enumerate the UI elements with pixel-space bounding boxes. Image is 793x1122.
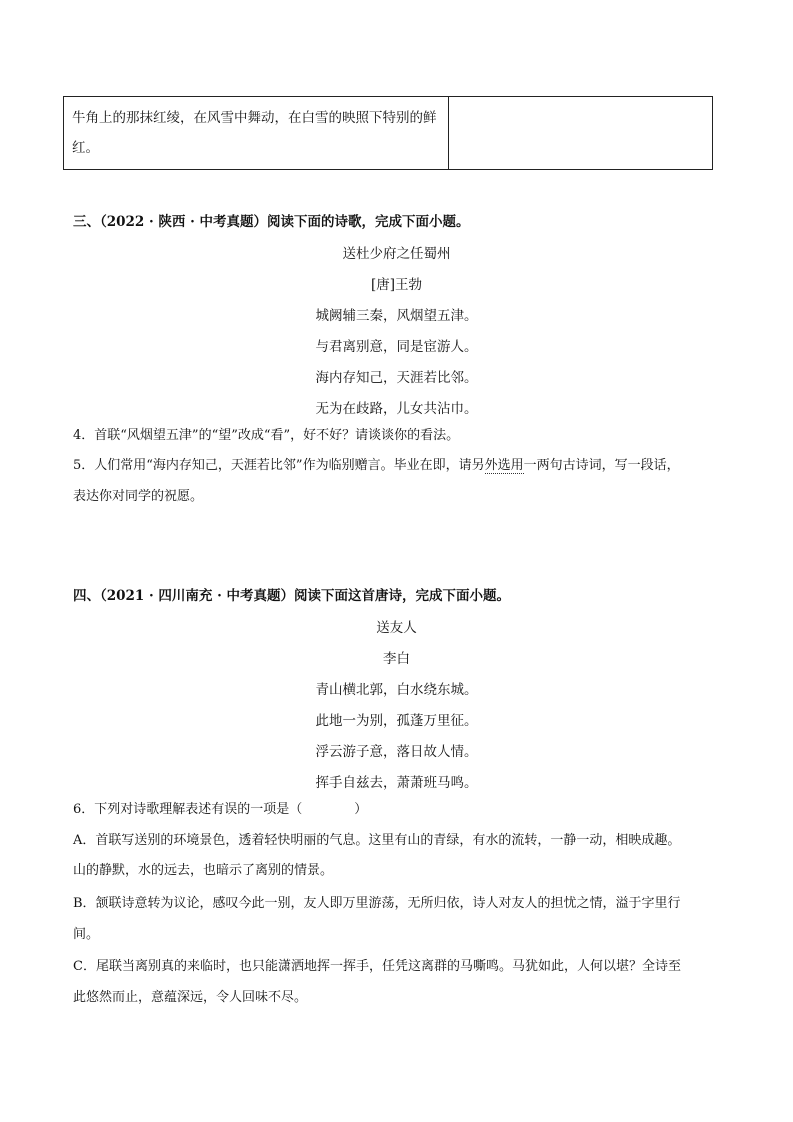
table-cell-text: 牛角上的那抹红绫，在风雪中舞动，在白雪的映照下特别的鲜红。: [72, 110, 437, 156]
poem-1-line: 海内存知己，天涯若比邻。: [315, 370, 478, 386]
question-5-text-b: 一两句古诗词，写一段话，: [523, 458, 680, 473]
poem-1-title: 送杜少府之任蜀州: [342, 246, 451, 262]
option-b: B．颔联诗意转为议论，感叹今此一别，友人即万里游荡，无所归依，诗人对友人的担忧之情，溢于字里行: [73, 896, 681, 911]
poem-2-line: 青山横北郭，白水绕东城。: [315, 682, 478, 698]
option-a-continued: 山的静默，水的远去，也暗示了离别的情景。: [73, 863, 334, 878]
poem-1-line: 与君离别意，同是宦游人。: [315, 339, 478, 355]
poem-1-line: 城阙辅三秦，风烟望五津。: [315, 308, 478, 324]
table-cell-left: [64, 97, 449, 170]
poem-2-line: 挥手自兹去，萧萧班马鸣。: [315, 775, 478, 791]
question-5-text-a: 5．人们常用“海内存知己，天涯若比邻”作为临别赠言。毕业在即，请另: [73, 458, 485, 473]
table-cell-right: [449, 97, 713, 170]
option-c-continued: 此悠然而止，意蕴深远，令人回味不尽。: [73, 990, 308, 1005]
question-5-continued: 表达你对同学的祝愿。: [73, 489, 204, 504]
poem-2-line: 浮云游子意，落日故人情。: [315, 744, 478, 760]
poem-2-author: 李白: [383, 651, 410, 667]
section-3-heading: 三、（2022 · 陕西 · 中考真题）阅读下面的诗歌，完成下面小题。: [73, 214, 470, 230]
option-c: C．尾联当离别真的来临时，也只能潇洒地挥一挥手，任凭这离群的马嘶鸣。马犹如此，人何以堪？全诗至: [73, 959, 681, 974]
section-4-heading: 四、（2021 · 四川南充 · 中考真题）阅读下面这首唐诗，完成下面小题。: [73, 588, 511, 604]
poem-2-line: 此地一为别，孤蓬万里征。: [315, 713, 478, 729]
question-5-emphasis: 外选用: [484, 458, 524, 473]
answer-table: [63, 96, 713, 170]
question-6: 6．下列对诗歌理解表述有误的一项是（ ）: [73, 802, 368, 817]
poem-2-title: 送友人: [376, 620, 417, 636]
option-a: A．首联写送别的环境景色，透着轻快明丽的气息。这里有山的青绿，有水的流转，一静一动，相映成趣。: [73, 833, 681, 848]
poem-1-author: [唐]王勃: [370, 277, 423, 293]
question-4: 4．首联“风烟望五津”的“望”改成“看”，好不好？请谈谈你的看法。: [73, 428, 460, 443]
poem-1-line: 无为在歧路，儿女共沾巾。: [315, 401, 478, 417]
option-b-continued: 间。: [73, 927, 100, 942]
question-5: [73, 451, 723, 481]
